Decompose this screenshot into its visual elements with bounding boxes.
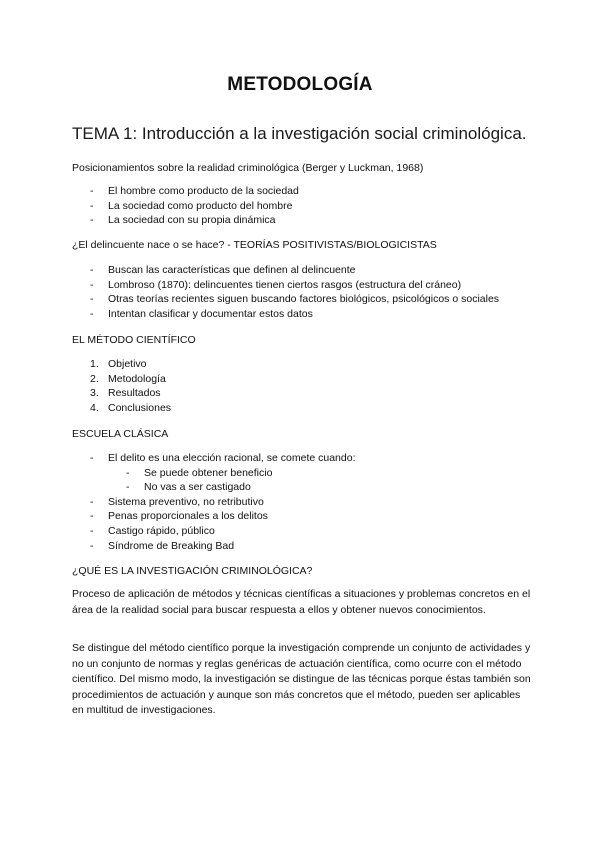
list-text: Resultados xyxy=(108,387,161,400)
section3-heading: EL MÉTODO CIENTÍFICO xyxy=(72,334,196,346)
section2-list xyxy=(90,263,550,321)
list-number: 3. xyxy=(90,387,99,400)
list-item: - Penas proporcionales a los delitos xyxy=(90,509,550,524)
list-text: Objetivo xyxy=(108,358,147,370)
list-item: - La sociedad con su propia dinámica xyxy=(90,213,550,228)
sublist-item: - No vas a ser castigado xyxy=(90,480,550,495)
list-item: - El delito es una elección racional, se comete cuando: xyxy=(90,451,550,466)
list-item xyxy=(90,372,550,387)
list-number: 1. xyxy=(90,358,99,370)
list-item: - El hombre como producto de la sociedad xyxy=(90,184,550,199)
list-item xyxy=(90,401,550,416)
document-title: METODOLOGÍA xyxy=(227,74,373,95)
section4-list xyxy=(90,451,550,466)
list-item: - Castigo rápido, público xyxy=(90,524,550,539)
list-number: 2. xyxy=(90,372,99,385)
document-subtitle: TEMA 1: Introducción a la investigación social criminológica. xyxy=(72,124,527,143)
section5-heading: ¿QUÉ ES LA INVESTIGACIÓN CRIMINOLÓGICA? xyxy=(72,565,313,577)
section2-heading: ¿El delincuente nace o se hace? - TEORÍAS POSITIVISTAS/BIOLOGICISTAS xyxy=(72,239,437,251)
list-item: - Sistema preventivo, no retributivo xyxy=(90,495,550,510)
list-item: - Otras teorías recientes siguen buscando factores biológicos, psicológicos o sociales xyxy=(90,292,550,307)
section1-heading: Posicionamientos sobre la realidad criminológica (Berger y Luckman, 1968) xyxy=(72,162,424,174)
list-text: Metodología xyxy=(108,372,166,385)
section4-list-continued xyxy=(90,495,550,553)
sublist-item: - Se puede obtener beneficio xyxy=(90,466,550,481)
list-item: - Intentan clasificar y documentar estos datos xyxy=(90,307,550,322)
list-item: - Lombroso (1870): delincuentes tienen ciertos rasgos (estructura del cráneo) xyxy=(90,278,550,293)
list-item: - La sociedad como producto del hombre xyxy=(90,199,550,214)
list-item xyxy=(90,357,550,372)
list-text: Conclusiones xyxy=(108,401,172,414)
section1-list xyxy=(90,184,550,228)
section5-paragraph-2: Se distingue del método científico porque la investigación comprende un conjunto de actividades y no un conjunto de normas y reglas genéricas de actuación científica, como ocurre con el método científico. Del mismo modo, la investigación se distingue de las técnicas porque éstas también son procedimientos de actuación y aunque son más concretos que el método, pueden ser aplicables en multitud de investigaciones. xyxy=(72,642,531,716)
list-item: - Buscan las características que definen al delincuente xyxy=(90,263,550,278)
list-item: - Síndrome de Breaking Bad xyxy=(90,539,550,554)
list-item xyxy=(90,386,550,401)
section3-list xyxy=(90,357,550,415)
section4-sublist xyxy=(90,466,550,495)
section4-heading: ESCUELA CLÁSICA xyxy=(72,428,169,440)
section5-paragraph-1: Proceso de aplicación de métodos y técnicas científicas a situaciones y problemas concretos en el área de la realidad social para buscar respuesta a ellos y obtener nuevos conocimientos. xyxy=(72,588,531,616)
list-number: 4. xyxy=(90,401,99,414)
